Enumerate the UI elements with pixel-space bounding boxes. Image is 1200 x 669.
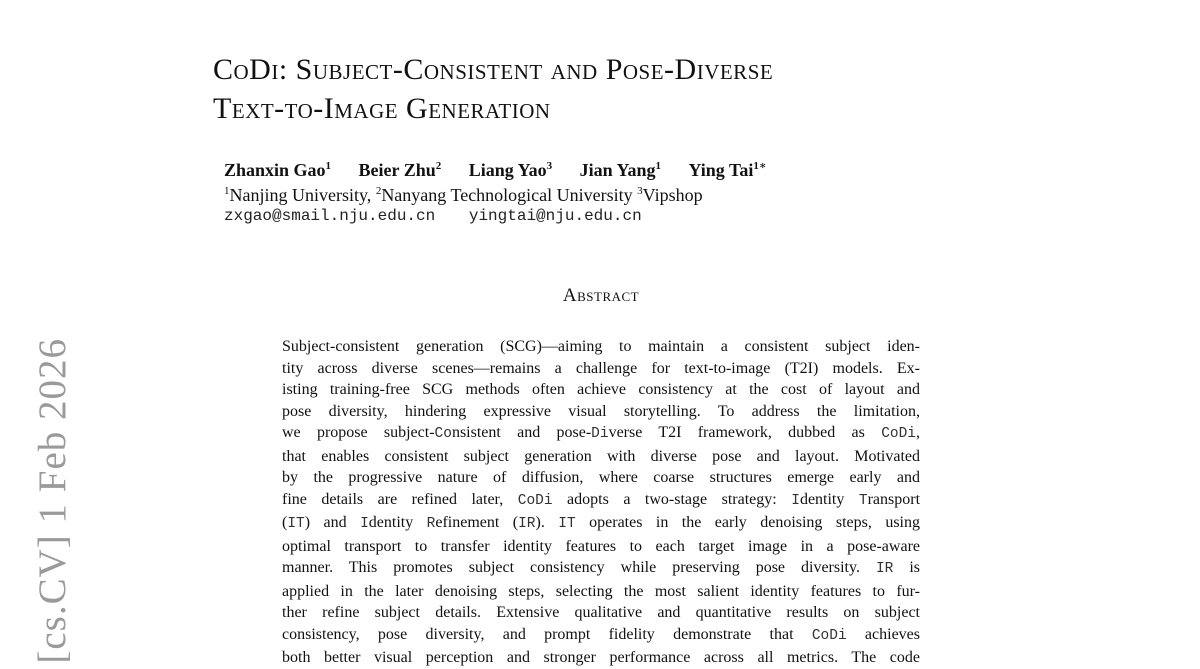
abstract-body <box>282 336 920 669</box>
abstract-text: Subject-consistent generation (SCG)—aiming to maintain a consistent subject iden- <box>282 338 920 355</box>
email-link[interactable]: zxgao@smail.nju.edu.cn <box>224 207 436 225</box>
code-term: CoDi <box>881 426 916 442</box>
abstract-line <box>282 379 920 401</box>
abstract-text: nsistent and pose- <box>451 424 592 441</box>
abstract-text: ransport <box>867 490 921 508</box>
abstract-line <box>282 536 920 558</box>
abstract-text: we propose subject- <box>282 424 435 441</box>
abstract-line <box>282 602 920 624</box>
title-line-2: Text-to-Image Generation <box>213 92 551 125</box>
affiliations: $^1$Nanjing University, $^2$Nanyang Technological University $^3$Vipshop <box>224 185 703 205</box>
abstract-line <box>282 581 920 603</box>
abstract-text: dentity <box>368 514 427 531</box>
author: Liang Yao$^3$ <box>468 160 553 180</box>
author: Jian Yang$^1$ <box>579 160 661 180</box>
abstract-text: is <box>893 559 921 576</box>
code-term: CoDi <box>517 492 553 509</box>
code-term: CoDi <box>811 627 847 644</box>
abstract-text: by the progressive nature of diffusion, where coarse structures emerge early and <box>282 469 920 486</box>
abstract-line <box>282 512 920 536</box>
abstract-heading: Abstract <box>562 285 640 306</box>
abstract-line <box>282 647 920 669</box>
abstract-line <box>282 446 920 468</box>
abstract-line <box>282 401 920 423</box>
abstract-text: both better visual perception and stronger performance across all metrics. The code <box>282 649 920 666</box>
abstract-text: efinement ( <box>435 514 519 531</box>
abstract-text: verse T2I framework, dubbed as <box>608 424 882 441</box>
code-term: IT <box>287 516 305 532</box>
abstract-text: adopts a two-stage strategy: <box>552 490 792 508</box>
code-term: T <box>858 492 868 509</box>
abstract-line <box>282 336 920 358</box>
abstract-text: pose diversity, hindering expressive visual storytelling. To address the limitation, <box>282 402 920 420</box>
abstract-text: ). <box>535 514 559 531</box>
code-term: IT <box>558 516 576 532</box>
abstract-text: achieves <box>846 625 921 643</box>
abstract-text: isting training-free SCG methods often achieve consistency at the cost of layout and <box>282 381 920 398</box>
author: Ying Tai$^{1∗}$ <box>688 160 767 180</box>
code-term: R <box>426 516 436 532</box>
author: Beier Zhu$^2$ <box>358 160 442 180</box>
abstract-text: fine details are refined later, <box>282 490 518 508</box>
email-link[interactable]: yingtai@nju.edu.cn <box>468 207 642 225</box>
abstract-line <box>282 624 920 648</box>
abstract-text: ) and <box>304 514 361 531</box>
arxiv-stamp-text: [cs.CV] 1 Feb 2026 <box>31 338 74 664</box>
abstract-line <box>282 489 920 513</box>
abstract-text: ( <box>282 514 288 531</box>
code-term: Co <box>434 426 452 442</box>
abstract-text: , <box>916 424 920 441</box>
abstract-line <box>282 358 920 380</box>
abstract-text: ther refine subject details. Extensive qualitative and quantitative results on subject <box>282 604 920 621</box>
abstract-text: manner. This promotes subject consistency while preserving pose diversity. <box>282 559 876 576</box>
code-term: Di <box>591 426 609 442</box>
abstract-text: that enables consistent subject generation with diverse pose and layout. Motivated <box>282 447 920 465</box>
abstract-text: consistency, pose diversity, and prompt fidelity demonstrate that <box>282 625 812 643</box>
author-emails <box>224 207 1024 225</box>
abstract-text: applied in the later denoising steps, selecting the most salient identity features to fur- <box>282 582 920 600</box>
abstract-text: dentity <box>799 490 859 508</box>
abstract-line <box>282 467 920 489</box>
code-term: I <box>360 516 369 532</box>
author-list <box>224 160 1024 181</box>
abstract-line <box>282 557 920 581</box>
paper-title <box>213 50 1013 128</box>
abstract-text: optimal transport to transfer identity features to each target image in a pose-aware <box>282 537 920 555</box>
abstract-text: operates in the early denoising steps, using <box>575 514 921 531</box>
author: Zhanxin Gao$^1$ <box>224 160 332 180</box>
title-line-1: CoDi: Subject-Consistent and Pose-Diverse <box>213 53 774 86</box>
abstract-text: tity across diverse scenes—remains a challenge for text-to-image (T2I) models. Ex- <box>282 359 920 377</box>
abstract-line <box>282 422 920 446</box>
arxiv-side-stamp <box>30 338 74 664</box>
code-term: I <box>791 492 800 509</box>
code-term: IR <box>875 561 894 577</box>
code-term: IR <box>518 516 536 532</box>
